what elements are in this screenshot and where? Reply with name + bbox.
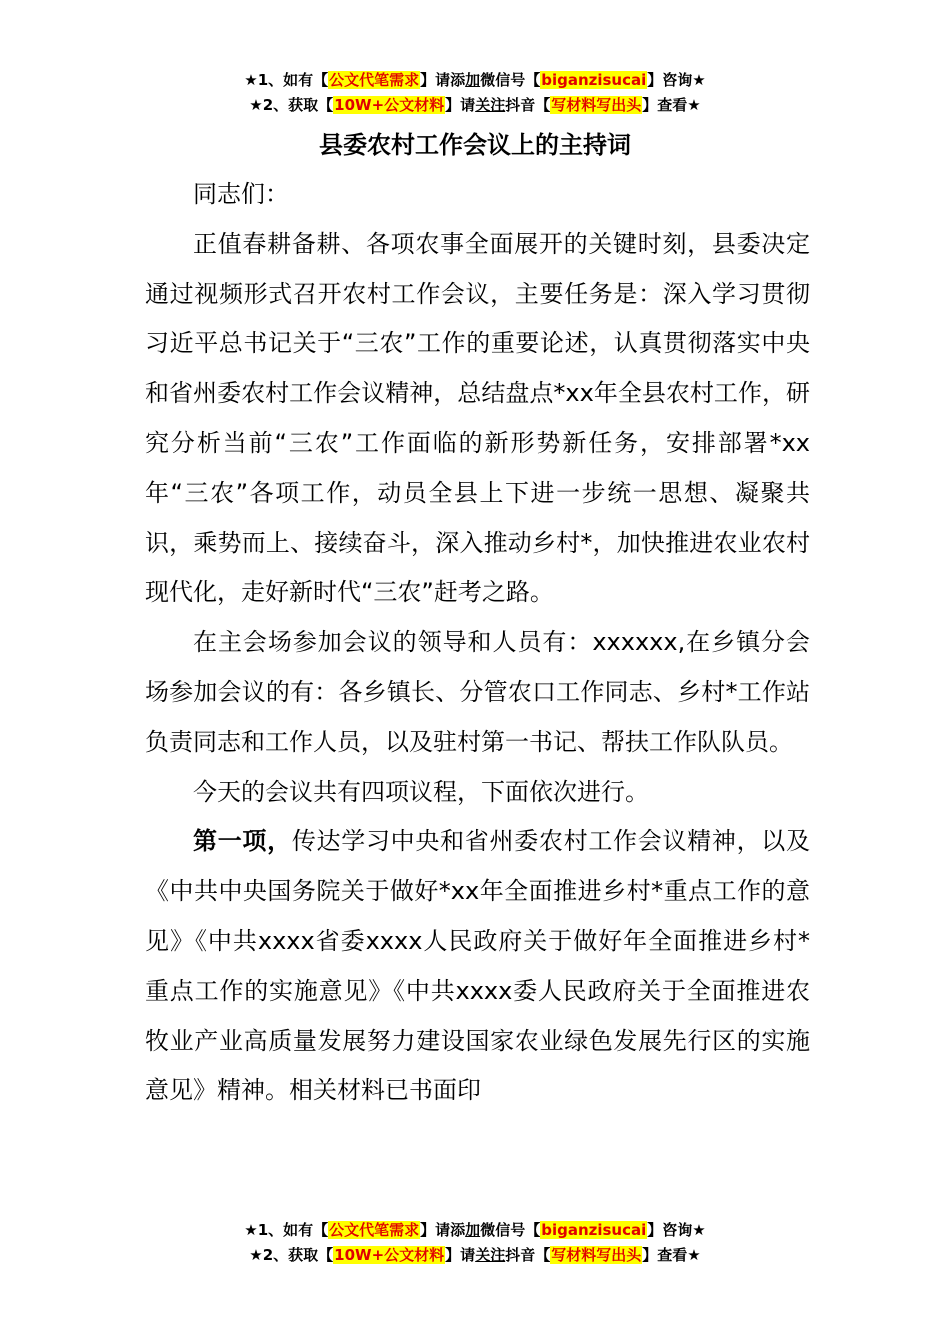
item-1-text: 传达学习中央和省州委农村工作会议精神，以及《中共中央国务院关于做好*xx年全面推进乡村*重点工作的意见》《中共xxxx省委xxxx人民政府关于做好年全面推进乡村*重点工作的实施意见》《中共xxxx委人民政府关于全面推进农牧业产业高质量发展努力建设国家农业绿色发展先行区的实施意见》精神。相关材料已书面印	[145, 827, 811, 1105]
footer-banner	[0, 1218, 950, 1268]
paragraph-intro: 正值春耕备耕、各项农事全面展开的关键时刻，县委决定通过视频形式召开农村工作会议，主要任务是：深入学习贯彻习近平总书记关于“三农”工作的重要论述，认真贯彻落实中央和省州委农村工作会议精神，总结盘点*xx年全县农村工作，研究分析当前“三农”工作面临的新形势新任务，安排部署*xx年“三农”各项工作，动员全县上下进一步统一思想、凝聚共识，乘势而上、接续奋斗，深入推动乡村*，加快推进农业农村现代化，走好新时代“三农”赶考之路。	[145, 229, 810, 607]
banner-text: 1、如有【	[257, 1221, 329, 1239]
banner-highlight: 公文代笔需求	[329, 1221, 420, 1239]
salutation: 同志们：	[193, 180, 289, 208]
banner-text: 抖音【	[505, 1246, 551, 1264]
banner-highlight: 10W+公文材料	[334, 96, 445, 114]
banner-text: 抖音【	[505, 96, 551, 114]
banner-highlight: 写材料写出头	[551, 1246, 642, 1264]
banner-text: 】咨询	[647, 1221, 693, 1239]
star-icon: ★	[687, 1246, 701, 1264]
banner-text: 】请添	[420, 1221, 466, 1239]
banner-line-1	[0, 68, 950, 93]
banner-highlight: biganzisucai	[541, 1221, 647, 1239]
banner-text: 2、获取【	[262, 96, 334, 114]
banner-text: 】请添	[420, 71, 466, 89]
banner-underlined: 关注	[475, 1246, 506, 1264]
banner-highlight: 10W+公文材料	[334, 1246, 445, 1264]
banner-text: 】查看	[642, 1246, 688, 1264]
paragraph-attendees: 在主会场参加会议的领导和人员有：xxxxxx,在乡镇分会场参加会议的有：各乡镇长、分管农口工作同志、乡村*工作站负责同志和工作人员，以及驻村第一书记、帮扶工作队队员。	[145, 628, 810, 756]
banner-text: 】请	[445, 96, 476, 114]
banner-text: 微信号【	[480, 71, 541, 89]
banner-underlined: 加	[465, 1221, 481, 1239]
banner-line-2	[0, 93, 950, 118]
paragraph-agenda: 今天的会议共有四项议程，下面依次进行。	[193, 777, 649, 806]
star-icon: ★	[692, 1221, 706, 1239]
star-icon: ★	[692, 71, 706, 89]
banner-text: 】查看	[642, 96, 688, 114]
header-banner	[0, 68, 950, 118]
banner-line-1	[0, 1218, 950, 1243]
banner-text: 】咨询	[647, 71, 693, 89]
star-icon: ★	[244, 1221, 258, 1239]
banner-underlined: 加	[465, 71, 481, 89]
document-body	[145, 170, 810, 1116]
banner-text: 2、获取【	[262, 1246, 334, 1264]
banner-text: 微信号【	[480, 1221, 541, 1239]
banner-highlight: biganzisucai	[541, 71, 647, 89]
banner-line-2	[0, 1243, 950, 1268]
paragraph-item-1	[145, 817, 810, 1116]
star-icon: ★	[249, 96, 263, 114]
banner-text: 】请	[445, 1246, 476, 1264]
star-icon: ★	[687, 96, 701, 114]
document-title: 县委农村工作会议上的主持词	[319, 131, 631, 159]
banner-highlight: 写材料写出头	[551, 96, 642, 114]
item-1-label: 第一项，	[193, 827, 292, 856]
banner-text: 1、如有【	[257, 71, 329, 89]
star-icon: ★	[244, 71, 258, 89]
banner-underlined: 关注	[475, 96, 506, 114]
star-icon: ★	[249, 1246, 263, 1264]
banner-highlight: 公文代笔需求	[329, 71, 420, 89]
